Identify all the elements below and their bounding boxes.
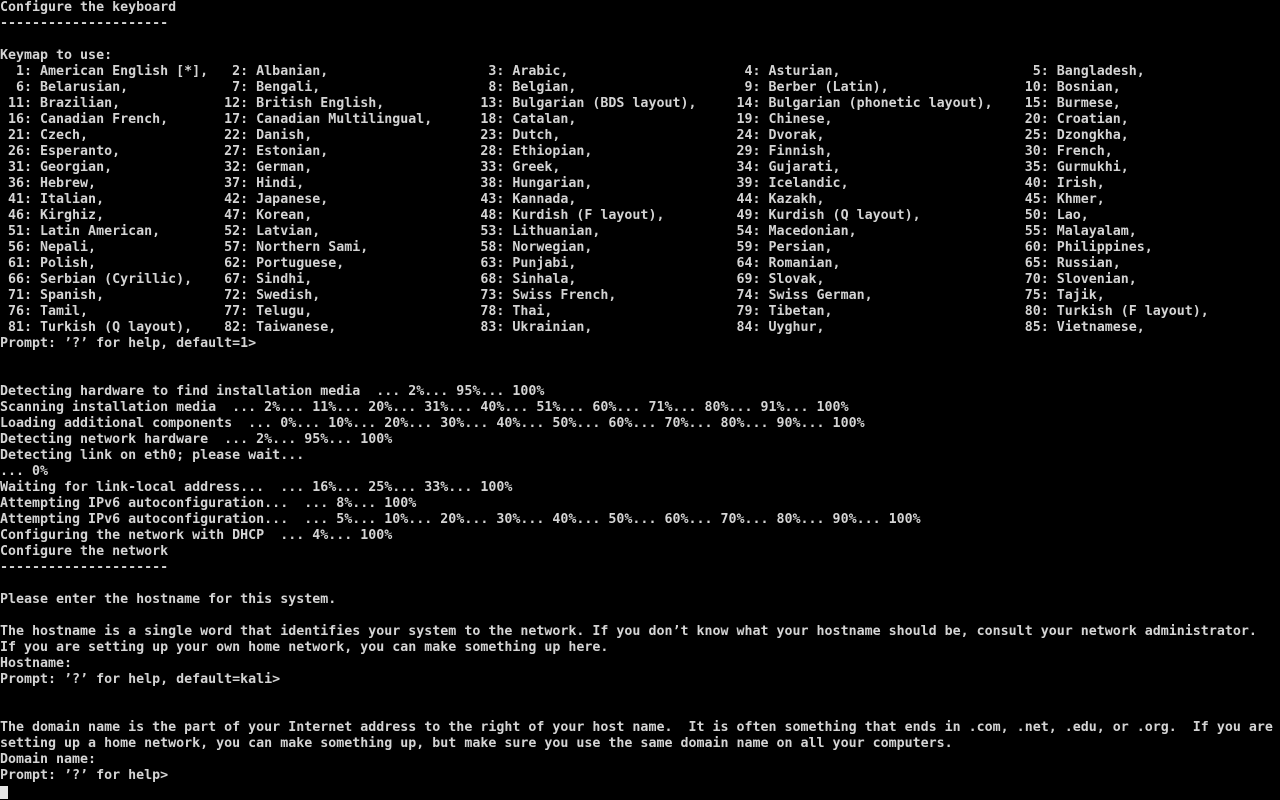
progress-line: Loading additional components ... 0%... 10%... 20%... 30%... 40%... 50%... 60%... 70%... 80%... 90%... 100% — [0, 416, 865, 431]
keymap-row: 36: Hebrew, 37: Hindi, 38: Hungarian, 39: Icelandic, 40: Irish, — [0, 176, 1105, 191]
keymap-row: 66: Serbian (Cyrillic), 67: Sindhi, 68: Sinhala, 69: Slovak, 70: Slovenian, — [0, 272, 1137, 287]
keymap-row: 16: Canadian French, 17: Canadian Multilingual, 18: Catalan, 19: Chinese, 20: Croatian, — [0, 112, 1129, 127]
domain-description: setting up a home network, you can make something up, but make sure you use the same domain name on all your computers. — [0, 736, 953, 751]
keymap-row: 61: Polish, 62: Portuguese, 63: Punjabi, 64: Romanian, 65: Russian, — [0, 256, 1121, 271]
keymap-row: 21: Czech, 22: Danish, 23: Dutch, 24: Dvorak, 25: Dzongkha, — [0, 128, 1129, 143]
progress-line: Configuring the network with DHCP ... 4%... 100% — [0, 528, 393, 543]
progress-line: Scanning installation media ... 2%... 11%... 20%... 31%... 40%... 51%... 60%... 71%... 80%... 91%... 100% — [0, 400, 849, 415]
blank-line — [0, 368, 1280, 384]
progress-line: Detecting hardware to find installation media ... 2%... 95%... 100% — [0, 384, 545, 399]
hostname-description: If you are setting up your own home network, you can make something up here. — [0, 640, 609, 655]
hostname-field-label: Hostname: — [0, 656, 73, 671]
keymap-row: 71: Spanish, 72: Swedish, 73: Swiss French, 74: Swiss German, 75: Tajik, — [0, 288, 1105, 303]
keymap-row: 81: Turkish (Q layout), 82: Taiwanese, 83: Ukrainian, 84: Uyghur, 85: Vietnamese, — [0, 320, 1145, 335]
keymap-prompt-input[interactable]: Prompt: ’?’ for help, default=1> — [0, 336, 257, 351]
blank-line — [0, 32, 1280, 48]
keymap-row: 76: Tamil, 77: Telugu, 78: Thai, 79: Tibetan, 80: Turkish (F layout), — [0, 304, 1209, 319]
blank-line — [0, 704, 1280, 720]
text-cursor — [0, 786, 8, 799]
network-section-title: Configure the network — [0, 544, 169, 559]
keymap-row: 11: Brazilian, 12: British English, 13: Bulgarian (BDS layout), 14: Bulgarian (phonetic layout), 15: Burmese, — [0, 96, 1121, 111]
hostname-description: The hostname is a single word that identifies your system to the network. If you don’t know what your hostname should be, consult your network administrator. — [0, 624, 1257, 639]
domain-description: The domain name is the part of your Internet address to the right of your host name. It is often something that ends in .com, .net, .edu, or .org. If you are — [0, 720, 1273, 735]
keymap-row: 51: Latin American, 52: Latvian, 53: Lithuanian, 54: Macedonian, 55: Malayalam, — [0, 224, 1137, 239]
progress-line: ... 0% — [0, 464, 49, 479]
cursor-line[interactable] — [0, 784, 1280, 800]
hostname-prompt-input[interactable]: Prompt: ’?’ for help, default=kali> — [0, 672, 281, 687]
blank-line — [0, 608, 1280, 624]
progress-line: Attempting IPv6 autoconfiguration... ... 8%... 100% — [0, 496, 417, 511]
progress-line: Attempting IPv6 autoconfiguration... ... 5%... 10%... 20%... 30%... 40%... 50%... 60%... 70%... 80%... 90%... 100% — [0, 512, 921, 527]
progress-line: Detecting link on eth0; please wait... — [0, 448, 305, 463]
progress-line: Waiting for link-local address... ... 16%... 25%... 33%... 100% — [0, 480, 513, 495]
blank-line — [0, 688, 1280, 704]
domain-field-label: Domain name: — [0, 752, 97, 767]
keymap-row: 56: Nepali, 57: Northern Sami, 58: Norwegian, 59: Persian, 60: Philippines, — [0, 240, 1153, 255]
network-title-underline: --------------------- — [0, 560, 169, 575]
keymap-question: Keymap to use: — [0, 48, 113, 63]
keymap-list — [0, 64, 1280, 336]
keyboard-section-title: Configure the keyboard — [0, 0, 177, 15]
progress-line: Detecting network hardware ... 2%... 95%... 100% — [0, 432, 393, 447]
keyboard-title-underline: --------------------- — [0, 16, 169, 31]
blank-line — [0, 352, 1280, 368]
blank-line — [0, 576, 1280, 592]
keymap-row: 46: Kirghiz, 47: Korean, 48: Kurdish (F layout), 49: Kurdish (Q layout), 50: Lao, — [0, 208, 1089, 223]
hostname-intro: Please enter the hostname for this system. — [0, 592, 337, 607]
keymap-row: 1: American English [*], 2: Albanian, 3: Arabic, 4: Asturian, 5: Bangladesh, — [0, 64, 1145, 79]
keymap-row: 6: Belarusian, 7: Bengali, 8: Belgian, 9: Berber (Latin), 10: Bosnian, — [0, 80, 1121, 95]
keymap-row: 31: Georgian, 32: German, 33: Greek, 34: Gujarati, 35: Gurmukhi, — [0, 160, 1129, 175]
domain-prompt-input[interactable]: Prompt: ’?’ for help> — [0, 768, 169, 783]
keymap-row: 41: Italian, 42: Japanese, 43: Kannada, 44: Kazakh, 45: Khmer, — [0, 192, 1105, 207]
keymap-row: 26: Esperanto, 27: Estonian, 28: Ethiopian, 29: Finnish, 30: French, — [0, 144, 1113, 159]
